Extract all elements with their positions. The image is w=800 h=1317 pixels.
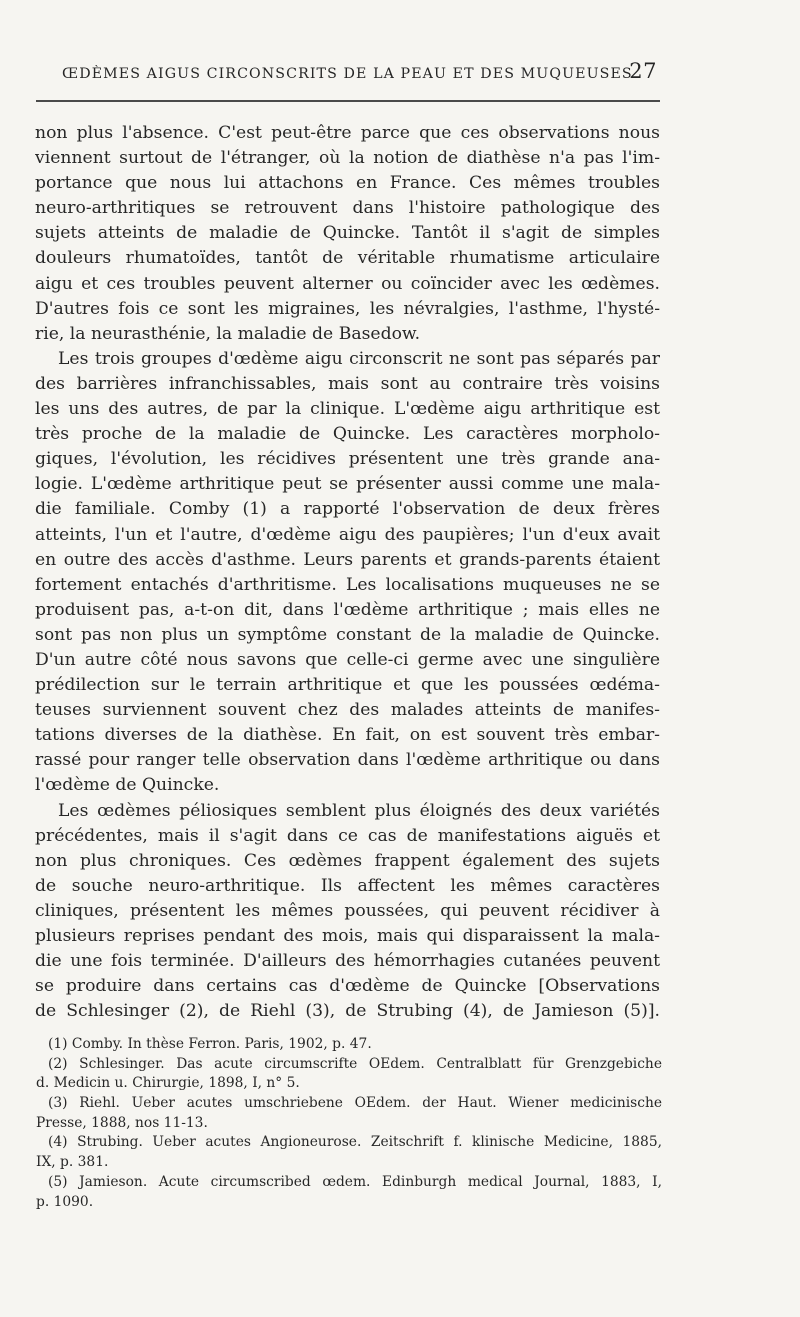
text-line: giques, l'évolution, les récidives présentent une très grande ana- — [35, 449, 660, 470]
header-rule — [36, 100, 660, 102]
text-line: portance que nous lui attachons en France. Ces mêmes troubles — [35, 173, 660, 194]
footnote-5-continued: p. 1090. — [36, 1193, 94, 1210]
footnote-5: (5) Jamieson. Acute circumscribed œdem. Edinburgh medical Journal, 1883, I, — [48, 1173, 662, 1190]
footnote-2-continued: d. Medicin u. Chirurgie, 1898, I, n° 5. — [36, 1075, 300, 1092]
text-line: douleurs rhumatoïdes, tantôt de véritable rhumatisme articulaire — [35, 248, 660, 269]
text-line: prédilection sur le terrain arthritique et que les poussées œdéma- — [35, 675, 660, 696]
text-line: non plus l'absence. C'est peut-être parce que ces observations nous — [35, 123, 660, 143]
page-number: 27 — [629, 59, 657, 83]
text-line: viennent surtout de l'étranger, où la notion de diathèse n'a pas l'im- — [35, 148, 660, 169]
text-line: produisent pas, a-t-on dit, dans l'œdème arthritique ; mais elles ne — [35, 599, 660, 620]
footnote-2: (2) Schlesinger. Das acute circumscrifte OEdem. Centralblatt für Grenzgebiche — [48, 1055, 662, 1072]
paragraph-start-line: Les trois groupes d'œdème aigu circonscrit ne sont pas séparés par — [58, 348, 660, 369]
text-line: rassé pour ranger telle observation dans l'œdème arthritique ou dans — [35, 750, 660, 771]
text-line: précédentes, mais il s'agit dans ce cas de manifestations aiguës et — [35, 825, 660, 846]
text-line: cliniques, présentent les mêmes poussées, qui peuvent récidiver à — [35, 900, 660, 921]
text-line: des barrières infranchissables, mais sont au contraire très voisins — [35, 373, 660, 394]
text-line: rie, la neurasthénie, la maladie de Basedow. — [35, 323, 421, 344]
text-line: die familiale. Comby (1) a rapporté l'observation de deux frères — [35, 499, 660, 520]
footnote-4: (4) Strubing. Ueber acutes Angioneurose. Zeitschrift f. klinische Medicine, 1885, — [48, 1134, 662, 1151]
text-line: neuro-arthritiques se retrouvent dans l'histoire pathologique des — [35, 198, 660, 219]
text-line: sont pas non plus un symptôme constant de la maladie de Quincke. — [35, 624, 660, 645]
footnote-4-continued: IX, p. 381. — [36, 1154, 109, 1171]
text-line: atteints, l'un et l'autre, d'œdème aigu des paupières; l'un d'eux avait — [35, 524, 660, 545]
text-line: non plus chroniques. Ces œdèmes frappent également des sujets — [35, 850, 660, 871]
text-line: aigu et ces troubles peuvent alterner ou coïncider avec les œdèmes. — [35, 273, 660, 294]
running-head — [62, 59, 659, 88]
text-line: sujets atteints de maladie de Quincke. Tantôt il s'agit de simples — [35, 223, 660, 244]
text-line: tations diverses de la diathèse. En fait, on est souvent très embar- — [35, 725, 660, 746]
text-line: en outre des accès d'asthme. Leurs parents et grands-parents étaient — [35, 549, 660, 570]
text-line: de souche neuro-arthritique. Ils affectent les mêmes caractères — [35, 875, 660, 896]
text-line: plusieurs reprises pendant des mois, mais qui disparaissent la mala- — [35, 926, 660, 946]
text-line: teuses surviennent souvent chez des malades atteints de manifes- — [35, 700, 660, 721]
text-line: D'un autre côté nous savons que celle-ci germe avec une singulière — [35, 649, 660, 670]
text-line: les uns des autres, de par la clinique. L'œdème aigu arthritique est — [35, 399, 660, 420]
text-line: D'autres fois ce sont les migraines, les névralgies, l'asthme, l'hysté- — [35, 298, 660, 319]
footnotes — [36, 1035, 662, 1212]
text-line: fortement entachés d'arthritisme. Les localisations muqueuses ne se — [35, 574, 660, 595]
body-text — [35, 121, 660, 1024]
text-line: die une fois terminée. D'ailleurs des hémorrhagies cutanées peuvent — [35, 951, 660, 972]
footnote-3-continued: Presse, 1888, nos 11-13. — [36, 1114, 208, 1131]
text-line: logie. L'œdème arthritique peut se présenter aussi comme une mala- — [35, 474, 660, 495]
paragraph-start-line: Les œdèmes péliosiques semblent plus éloignés des deux variétés — [58, 800, 660, 821]
running-title: ŒDÈMES AIGUS CIRCONSCRITS DE LA PEAU ET DES MUQUEUSES — [62, 66, 633, 82]
text-line: très proche de la maladie de Quincke. Les caractères morpholo- — [35, 424, 660, 445]
footnote-1: (1) Comby. In thèse Ferron. Paris, 1902, p. 47. — [48, 1036, 372, 1052]
text-line: de Schlesinger (2), de Riehl (3), de Strubing (4), de Jamieson (5)]. — [35, 1001, 660, 1022]
footnote-3: (3) Riehl. Ueber acutes umschriebene OEdem. der Haut. Wiener medicinische — [48, 1095, 662, 1112]
text-line: l'œdème de Quincke. — [35, 775, 220, 796]
text-line: se produire dans certains cas d'œdème de Quincke [Observations — [35, 976, 660, 997]
